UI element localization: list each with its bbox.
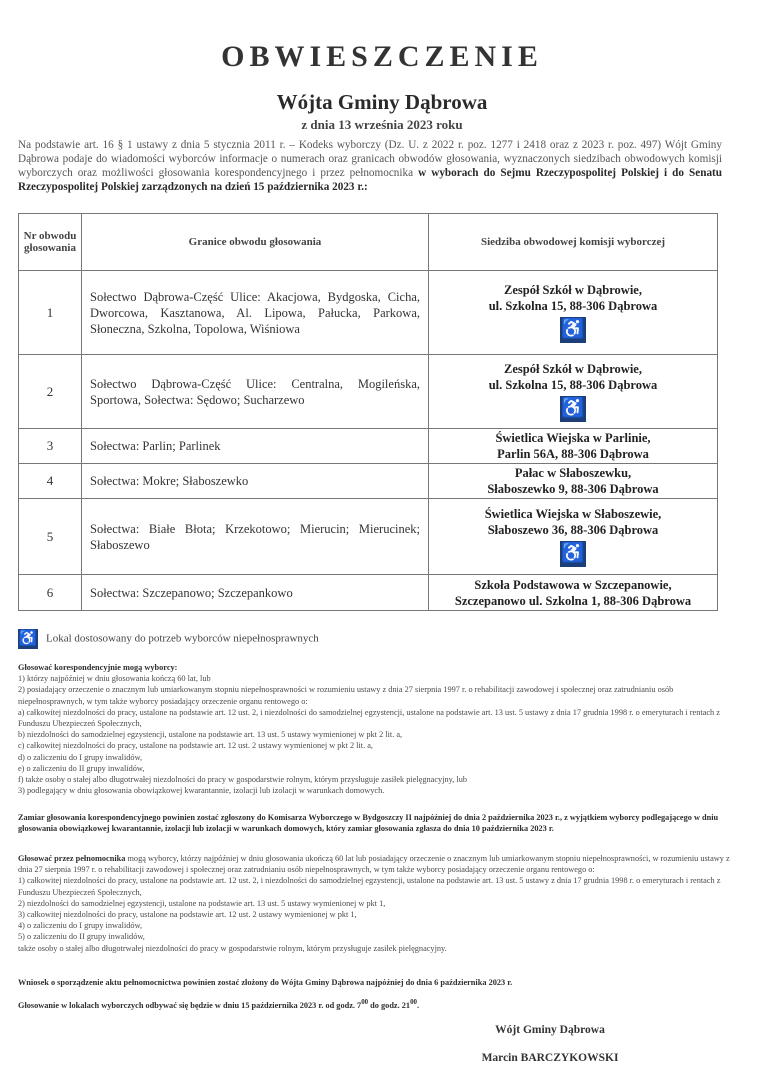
proxy-voting-heading: Głosować przez pełnomocnika (18, 854, 126, 863)
list-item: a) całkowitej niezdolności do pracy, ustalone na podstawie art. 12 ust. 2, i niezdolności do samodzielnej egzystencji, ustalone na podstawie art. 13 ust. 5 ustawy z dnia 17 grudnia 1998 r. o emeryturach i rentach z Funduszu Ubezpieczeń Społecznych, (18, 707, 720, 729)
district-boundaries: Sołectwa: Białe Błota; Krzekotowo; Mierucin; Mierucinek; Słaboszewo (82, 499, 429, 575)
list-item: c) całkowitej niezdolności do pracy, ustalone na podstawie art. 12 ust. 2 ustawy wymienionej w pkt 2 lit. a, (18, 741, 373, 751)
seat-address: ul. Szkolna 15, 88-306 Dąbrowa (488, 299, 658, 313)
commission-seat (429, 575, 718, 611)
seat-name: Zespół Szkół w Dąbrowie, (504, 362, 642, 376)
list-item: 3) podlegający w dniu głosowania obowiązkowej kwarantannie, izolacji lub izolacji w warunkach domowych. (18, 786, 385, 796)
table-row (19, 429, 718, 464)
proxy-voting-section: Głosować przez pełnomocnika mogą wyborcy, którzy najpóźniej w dniu głosowania ukończą 60 lat lub posiadający orzeczenie o znacznym lub umiarkowanym stopniu niepełnosprawności, w rozumieniu ustawy z dnia 27 sierpnia 1997 r. o rehabilitacji zawodowej i społecznej oraz zatrudnianiu osób niepełnosprawnych, w tym także wyborcy posiadający orzeczenie organu rentowego o: 1) całkowitej niezdolności do pracy, ustalone na podstawie art. 12 ust. 2, i niezdolności do samodzielnej egzystencji, ustalone na podstawie art. 13 ust. 5 ustawy z dnia 17 grudnia 1998 r. o emeryturach i rentach z Funduszu Ubezpieczeń Społecznych, 2) niezdolności do samodzielnej egzystencji, ustalone na podstawie art. 13 ust. 5 ustawy wymienionej w pkt 1, 3) całkowitej niezdolności do pracy, ustalone na podstawie art. 12 ust. 2 ustawy wymienionej w pkt 1, 4) o zaliczeniu do I grupy inwalidów, 5) o zaliczeniu do II grupy inwalidów, także osoby o stałej albo długotrwałej niezdolności do pracy w gospodarstwie rolnym, którym przysługuje zasiłek pielęgnacyjny. (18, 853, 738, 954)
commission-seat (429, 271, 718, 355)
intro-paragraph (18, 138, 722, 194)
seat-name: Zespół Szkół w Dąbrowie, (504, 283, 642, 297)
list-item: d) o zaliczeniu do I grupy inwalidów, (18, 752, 143, 762)
district-number: 6 (19, 575, 82, 611)
table-row (19, 355, 718, 429)
seat-address: Słaboszewko 9, 88-306 Dąbrowa (487, 482, 659, 496)
table-row (19, 575, 718, 611)
districts-table (18, 213, 718, 611)
proxy-voting-note: Wniosek o sporządzenie aktu pełnomocnictwa powinien zostać złożony do Wójta Gminy Dąbrowa najpóźniej do dnia 6 października 2023 r. (18, 978, 513, 987)
district-number: 4 (19, 464, 82, 499)
list-item: f) także osoby o stałej albo długotrwałej niezdolności do pracy w gospodarstwie rolnym, którym przysługuje zasiłek pielęgnacyjny, lub (18, 775, 467, 785)
wheelchair-icon: ♿ (18, 631, 38, 647)
table-header-row (19, 214, 718, 271)
district-boundaries: Sołectwa: Parlin; Parlinek (82, 429, 429, 464)
seat-name: Pałac w Słaboszewku, (514, 466, 632, 480)
seat-name: Szkoła Podstawowa w Szczepanowie, (474, 577, 672, 592)
seat-name: Świetlica Wiejska w Parlinie, (495, 431, 651, 445)
legend-text: Lokal dostosowany do potrzeb wyborców niepełnosprawnych (46, 632, 319, 645)
intro-text: Na podstawie art. 16 § 1 ustawy z dnia 5 stycznia 2011 r. – Kodeks wyborczy (Dz. U. z 2022 r. poz. 1277 i 2418 oraz z 2023 r. poz. 497) Wójt Gminy Dąbrowa podaje do wiadomości wyborców informacje o numerach oraz granicach obwodów głosowania, wyznaczonych siedzibach obwodowych komisji wyborczych oraz możliwości głosowania korespondencyjnego i przez pełnomocnika (18, 139, 722, 179)
district-number: 5 (19, 499, 82, 575)
postal-voting-heading: Głosować korespondencyjnie mogą wyborcy: (18, 663, 178, 672)
issue-date: z dnia 13 września 2023 roku (301, 117, 463, 132)
wheelchair-icon: ♿ (560, 541, 586, 567)
list-item: 3) całkowitej niezdolności do pracy, ustalone na podstawie art. 12 ust. 2 ustawy wymienionej w pkt 1, (18, 910, 357, 920)
signature-name: Marcin BARCZYKOWSKI (481, 1052, 619, 1064)
postal-voting-section (18, 662, 738, 796)
district-number: 2 (19, 355, 82, 429)
district-number: 3 (19, 429, 82, 464)
page-title: OBWIESZCZENIE (221, 40, 543, 73)
commission-seat (429, 464, 718, 499)
table-row (19, 464, 718, 499)
voting-hours: Głosowanie w lokalach wyborczych odbywać się będzie w dniu 15 października 2023 r. od godz. $7^{00}$ do godz. $21^{00}$. (18, 999, 420, 1010)
header-siedziba: Siedziba obwodowej komisji wyborczej (429, 214, 718, 271)
list-item: 2) posiadający orzeczenie o znacznym lub umiarkowanym stopniu niepełnosprawności w rozumieniu ustawy z dnia 27 sierpnia 1997 r. o rehabilitacji zawodowej i społecznej oraz zatrudnianiu osób niepełnosprawnych, w tym także wyborcy posiadający orzeczenie organu rentowego o: (18, 685, 674, 706)
list-item: 5) o zaliczeniu do II grupy inwalidów, (18, 932, 145, 942)
district-boundaries: Sołectwo Dąbrowa-Część Ulice: Akacjowa, Bydgoska, Cicha, Dworcowa, Kasztanowa, Al. Lipowa, Pałucka, Parkowa, Słoneczna, Szkolna, Topolowa, Wiśniowa (82, 271, 429, 355)
district-number: 1 (19, 271, 82, 355)
accessibility-legend (18, 629, 319, 649)
list-item: także osoby o stałej albo długotrwałej niezdolności do pracy w gospodarstwie rolnym, którym przysługuje zasiłek pielęgnacyjny. (18, 943, 447, 953)
header-granice: Granice obwodu głosowania (82, 214, 429, 271)
district-boundaries: Sołectwa: Szczepanowo; Szczepankowo (82, 575, 429, 611)
seat-address: Parlin 56A, 88-306 Dąbrowa (497, 447, 649, 461)
list-item: 1) którzy najpóźniej w dniu głosowania kończą 60 lat, lub (18, 674, 211, 684)
wheelchair-icon: ♿ (560, 396, 586, 422)
seat-address: Szczepanowo ul. Szkolna 1, 88-306 Dąbrowa (454, 593, 692, 608)
wheelchair-icon: ♿ (560, 317, 586, 343)
table-row (19, 499, 718, 575)
list-item: 1) całkowitej niezdolności do pracy, ustalone na podstawie art. 12 ust. 2, i niezdolności do samodzielnej egzystencji, ustalone na podstawie art. 13 ust. 5 ustawy z dnia 17 grudnia 1998 r. o emeryturach i rentach z Funduszu Ubezpieczeń Społecznych, (18, 876, 721, 897)
postal-voting-note: Zamiar głosowania korespondencyjnego powinien zostać zgłoszony do Komisarza Wyborczego w Bydgoszczy II najpóźniej do dnia 2 października 2023 r., z wyjątkiem wyborcy podlegającego w dniu głosowania obowiązkowej kwarantannie, izolacji lub izolacji w warunkach domowych, który zamiar głosowania zgłasza do dnia 10 października 2023 r. (18, 813, 719, 834)
header-nr: Nr obwodu głosowania (19, 214, 82, 271)
commission-seat (429, 499, 718, 575)
commission-seat (429, 355, 718, 429)
district-boundaries: Sołectwa: Mokre; Słaboszewko (82, 464, 429, 499)
signature-role: Wójt Gminy Dąbrowa (495, 1024, 605, 1036)
list-item: 2) niezdolności do samodzielnej egzystencji, ustalone na podstawie art. 13 ust. 5 ustawy wymienionej w pkt 1, (18, 898, 386, 908)
seat-address: Słaboszewo 36, 88-306 Dąbrowa (487, 523, 659, 537)
list-item: e) o zaliczeniu do II grupy inwalidów, (18, 763, 145, 773)
intro-text-bold: w wyborach do Sejmu Rzeczypospolitej Polskiej i do Senatu Rzeczypospolitej Polskiej zarządzonych na dzień 15 października 2023 r.: (18, 167, 722, 193)
seat-address: ul. Szkolna 15, 88-306 Dąbrowa (488, 378, 658, 392)
list-item: 4) o zaliczeniu do I grupy inwalidów, (18, 921, 143, 931)
issuer-subtitle: Wójta Gminy Dąbrowa (276, 90, 488, 114)
district-boundaries: Sołectwo Dąbrowa-Część Ulice: Centralna, Mogileńska, Sportowa, Sołectwa: Sędowo; Sucharzewo (82, 355, 429, 429)
list-item: b) niezdolności do samodzielnej egzystencji, ustalone na podstawie art. 13 ust. 5 ustawy wymienionej w pkt 2 lit. a, (18, 730, 403, 740)
table-row (19, 271, 718, 355)
commission-seat (429, 429, 718, 464)
seat-name: Świetlica Wiejska w Słaboszewie, (484, 507, 662, 521)
